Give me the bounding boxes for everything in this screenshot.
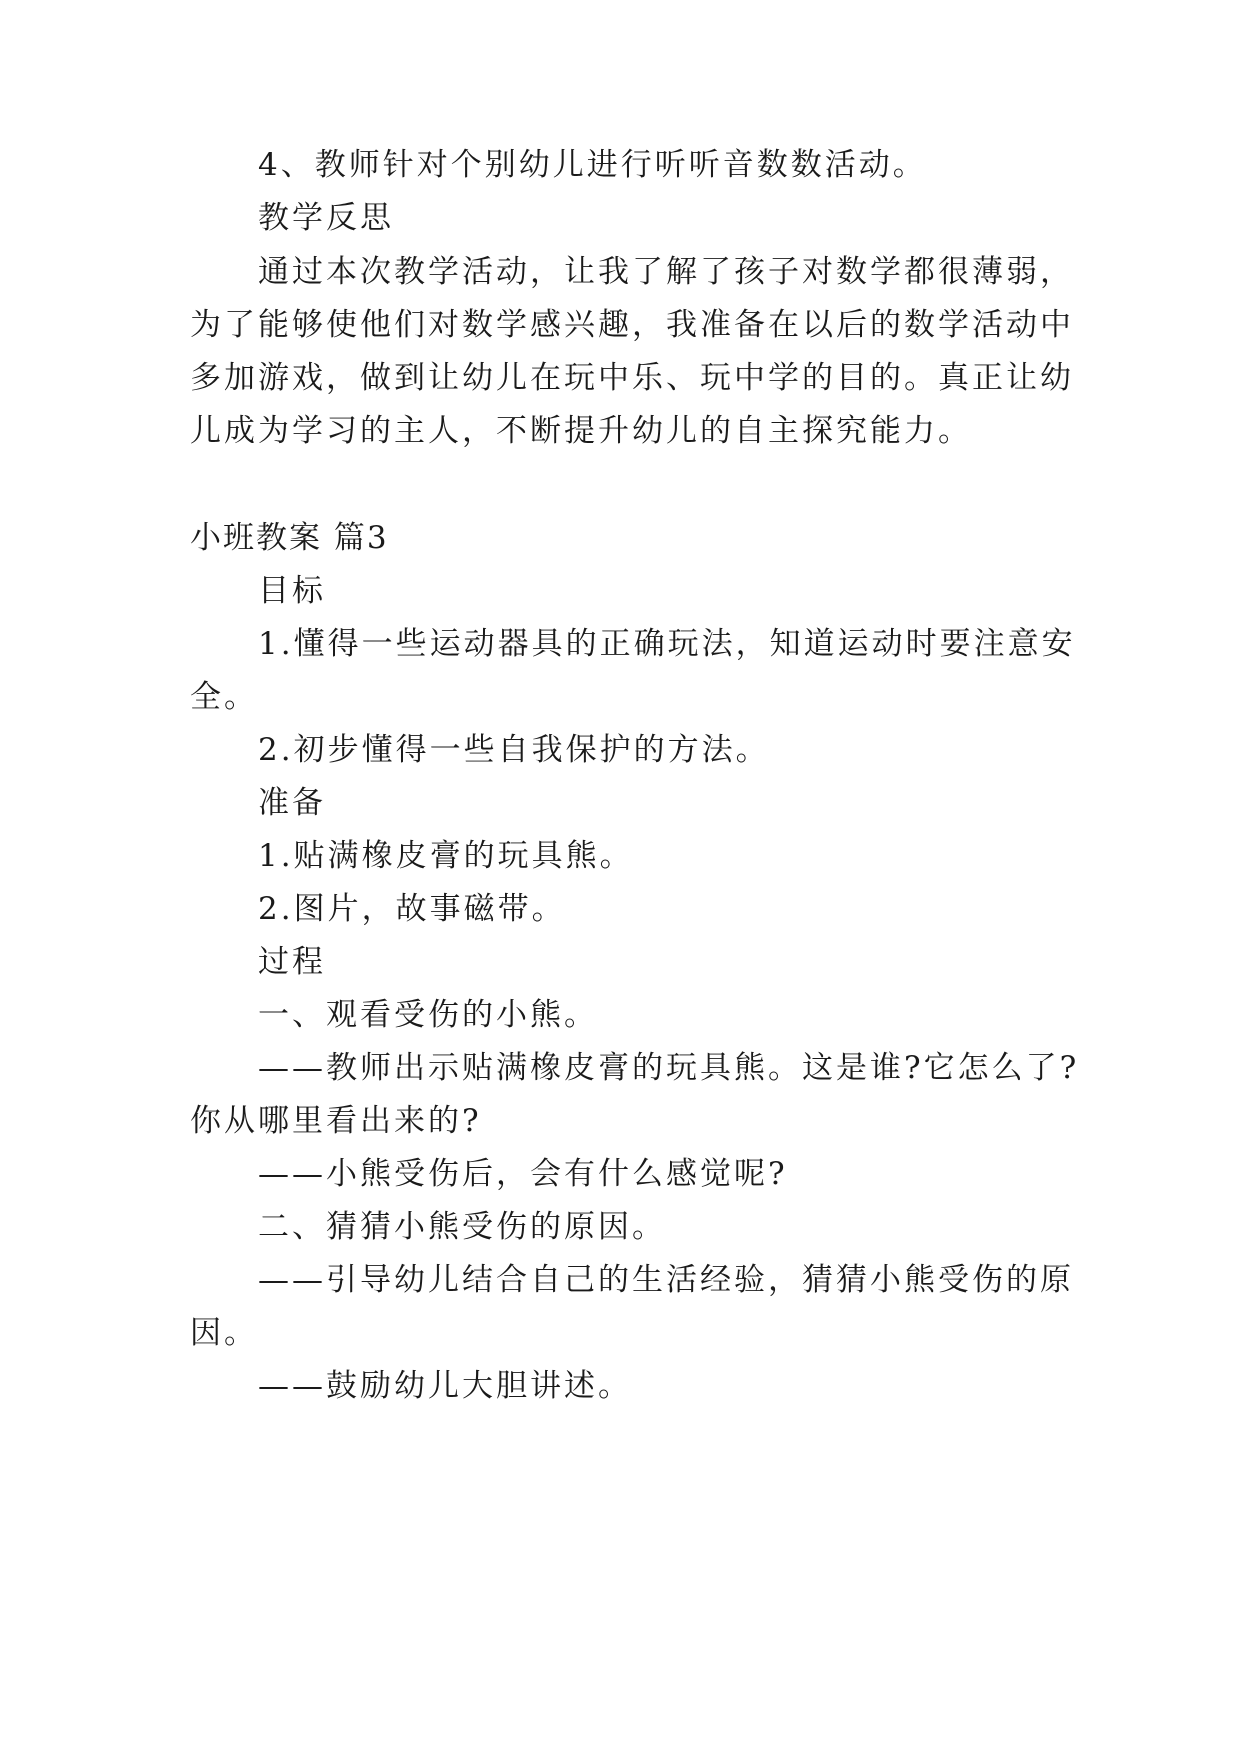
prep-heading: 准备 bbox=[258, 785, 326, 821]
reflection-paragraph-line-3: 多加游戏，做到让幼儿在玩中乐、玩中学的目的。真正让幼 bbox=[190, 360, 1074, 396]
process-step-2-a-line-1: ——引导幼儿结合自己的生活经验，猜猜小熊受伤的原 bbox=[258, 1262, 1074, 1298]
reflection-paragraph-line-4: 儿成为学习的主人，不断提升幼儿的自主探究能力。 bbox=[190, 413, 972, 449]
process-step-1-a-line-1: ——教师出示贴满橡皮膏的玩具熊。这是谁?它怎么了? bbox=[258, 1050, 1080, 1086]
process-step-2-a-line-2: 因。 bbox=[190, 1315, 258, 1351]
prep-item-1: 1.贴满橡皮膏的玩具熊。 bbox=[258, 838, 634, 874]
process-step-1-a-line-2: 你从哪里看出来的? bbox=[190, 1103, 482, 1139]
goal-item-1-line-2: 全。 bbox=[190, 679, 258, 715]
reflection-heading: 教学反思 bbox=[258, 200, 394, 236]
process-step-2: 二、猜猜小熊受伤的原因。 bbox=[258, 1209, 666, 1245]
section-title: 小班教案 篇3 bbox=[190, 520, 389, 556]
reflection-paragraph-line-2: 为了能够使他们对数学感兴趣，我准备在以后的数学活动中 bbox=[190, 307, 1074, 343]
goal-item-2: 2.初步懂得一些自我保护的方法。 bbox=[258, 732, 770, 768]
reflection-paragraph-line-1: 通过本次教学活动，让我了解了孩子对数学都很薄弱， bbox=[258, 254, 1074, 290]
goal-heading: 目标 bbox=[258, 573, 326, 609]
process-step-1-b: ——小熊受伤后，会有什么感觉呢? bbox=[258, 1156, 788, 1192]
goal-item-1-line-1: 1.懂得一些运动器具的正确玩法，知道运动时要注意安 bbox=[258, 626, 1076, 662]
process-heading: 过程 bbox=[258, 944, 326, 980]
process-step-1: 一、观看受伤的小熊。 bbox=[258, 997, 598, 1033]
process-step-2-b: ——鼓励幼儿大胆讲述。 bbox=[258, 1368, 632, 1404]
list-item-4: 4、教师针对个别幼儿进行听听音数数活动。 bbox=[258, 147, 927, 183]
prep-item-2: 2.图片，故事磁带。 bbox=[258, 891, 566, 927]
